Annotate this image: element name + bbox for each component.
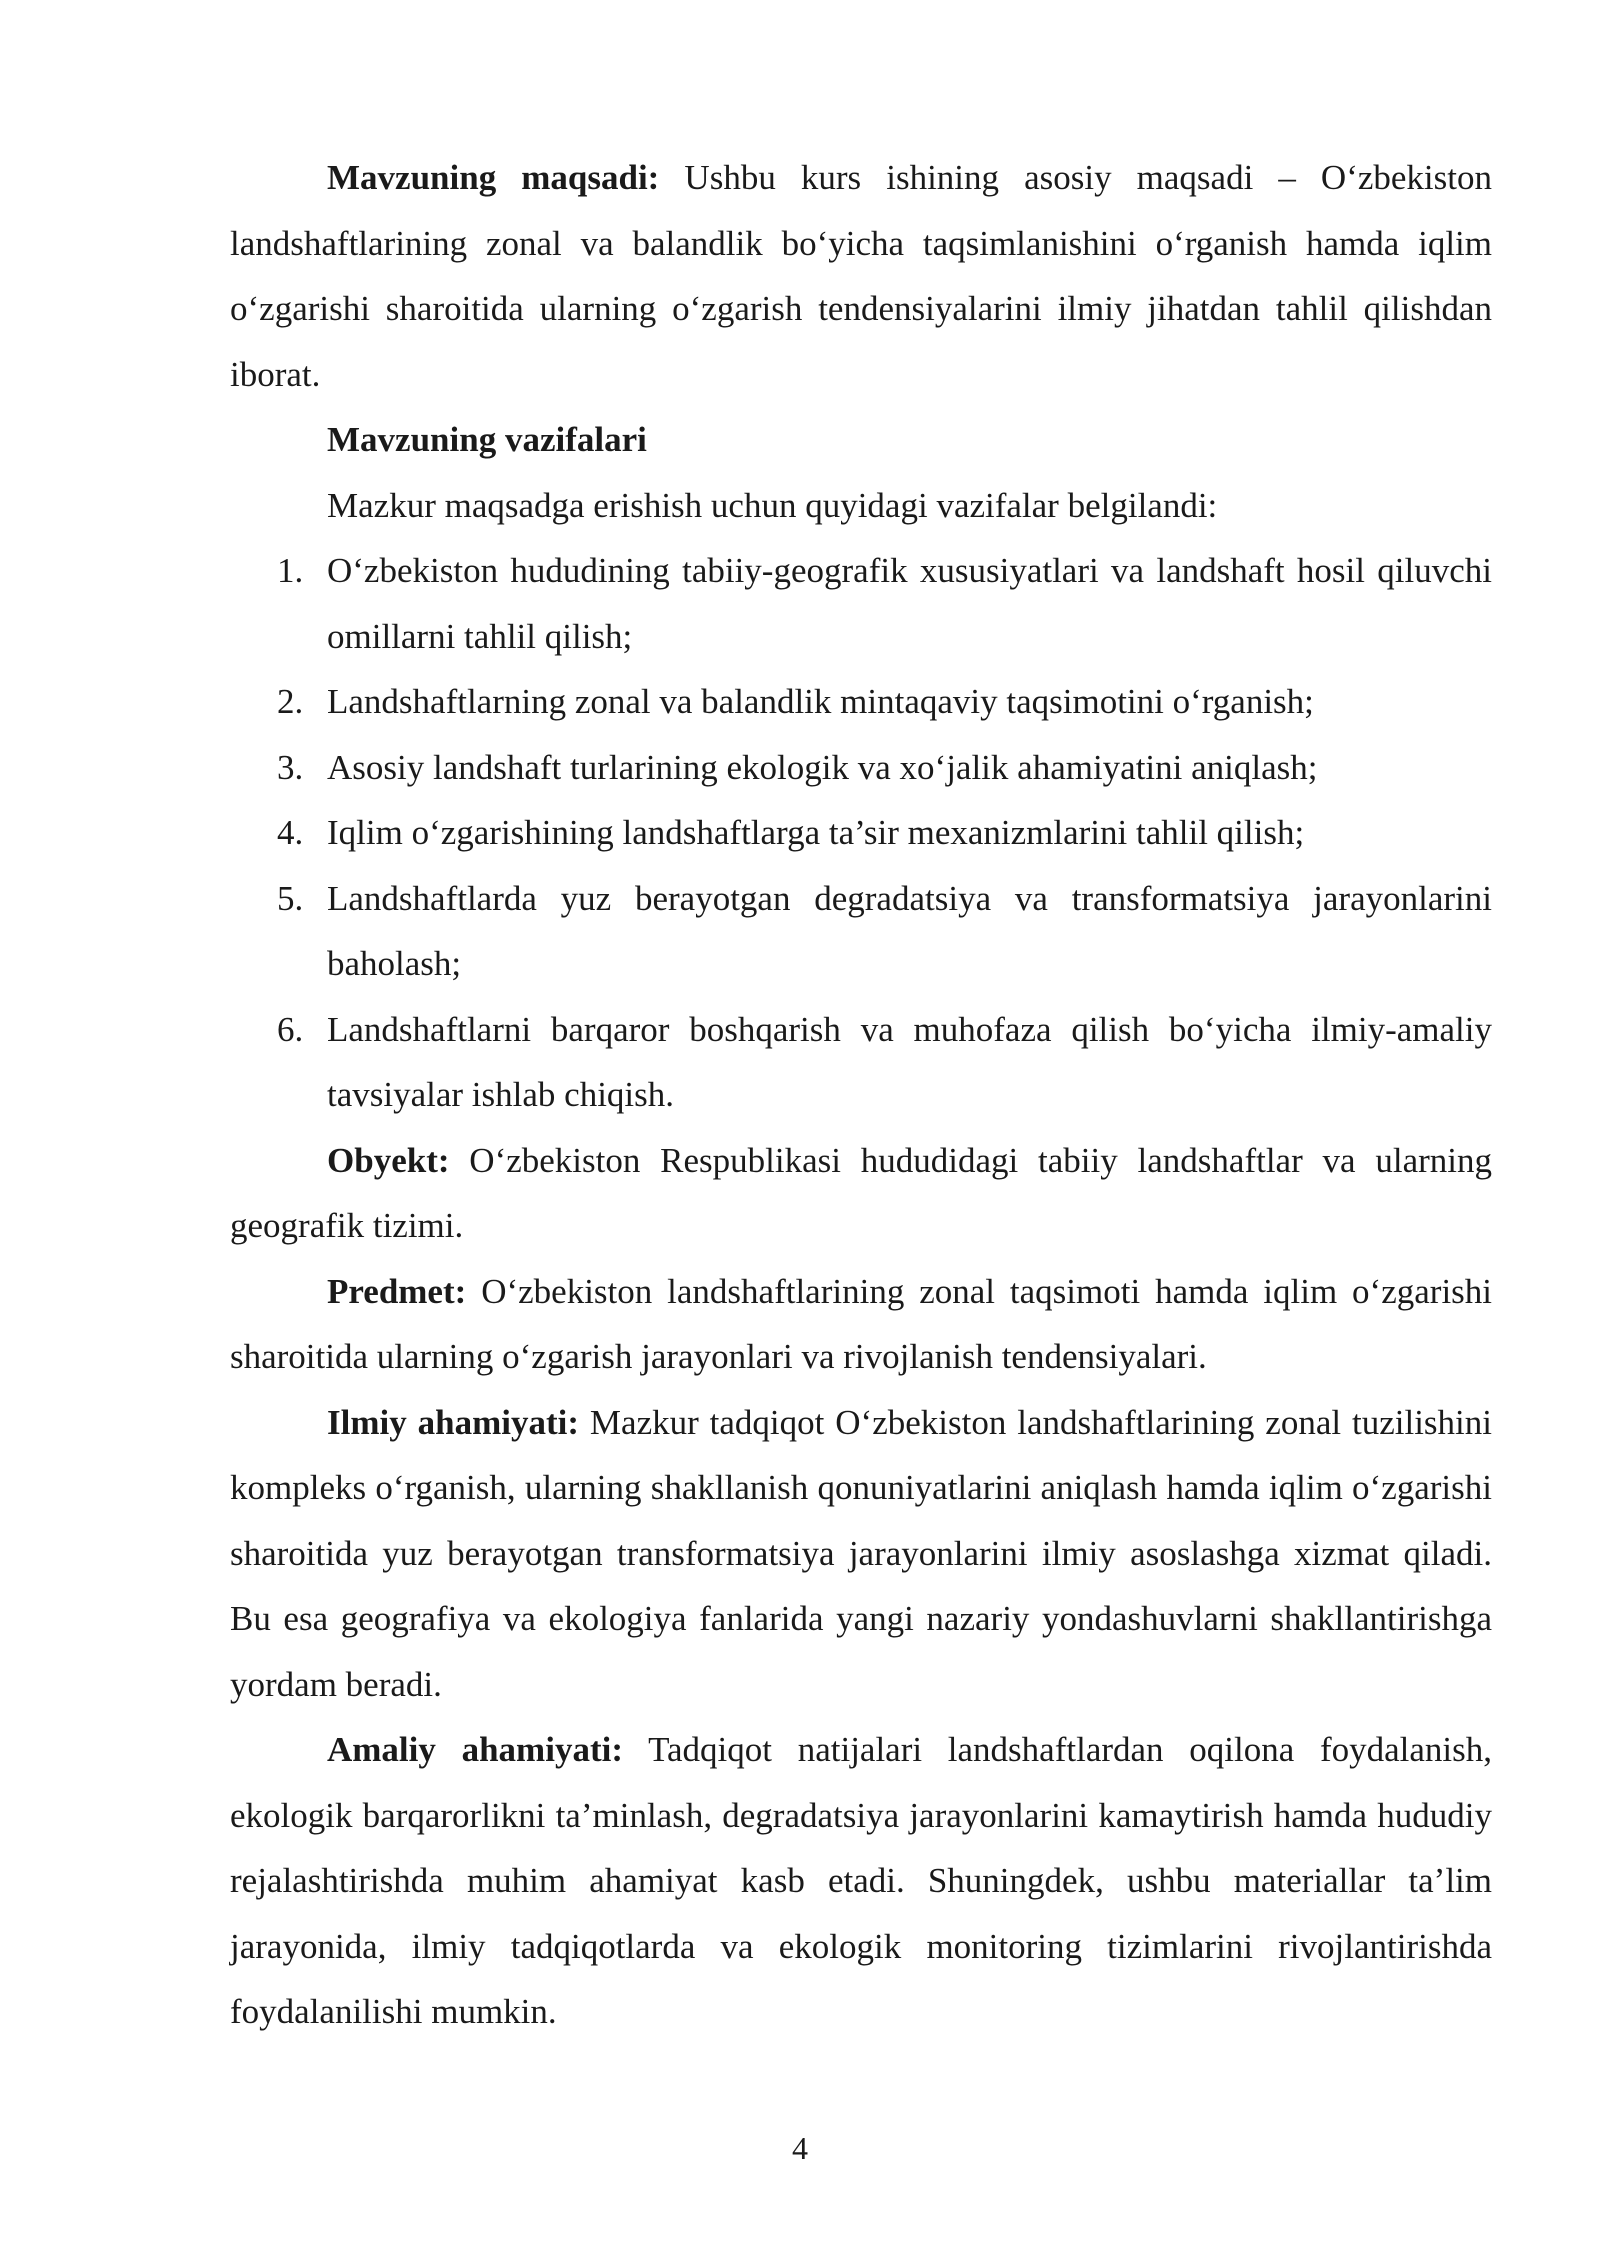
document-page — [230, 145, 1492, 2045]
list-item-number: 4. — [277, 813, 304, 852]
object-text: O‘zbekiston Respublikasi hududidagi tabiiy landshaftlar va ularning geografik tizimi. — [230, 1140, 1493, 1245]
goal-paragraph — [230, 145, 1492, 407]
list-item-text: O‘zbekiston hududining tabiiy-geografik xususiyatlari va landshaft hosil qiluvchi omillarni tahlil qilish; — [327, 551, 1492, 656]
list-item — [230, 997, 1492, 1128]
list-item — [230, 866, 1492, 997]
object-label: Obyekt: — [327, 1140, 450, 1180]
list-item-number: 1. — [277, 551, 304, 590]
tasks-heading: Mavzuning vazifalari — [327, 420, 647, 459]
list-item-number: 3. — [277, 747, 304, 787]
page-number: 4 — [792, 2130, 808, 2166]
list-item — [230, 538, 1492, 669]
scientific-paragraph — [230, 1390, 1492, 1718]
practical-text: Tadqiqot natijalari landshaftlardan oqilona foydalanish, ekologik barqarorlikni ta’minlash, degradatsiya jarayonlarini kamaytirish hamda hududiy rejalashtirishda muhim ahamiyat kasb etadi. Shuningdek, ushbu materiallar ta’lim jarayonida, ilmiy tadqiqotlarda va ekologik monitoring tizimlarini rivojlantirishda foydalanilishi mumkin. — [230, 1730, 1492, 2031]
list-item — [230, 800, 1492, 866]
goal-label: Mavzuning maqsadi: — [327, 158, 660, 197]
scientific-label: Ilmiy ahamiyati: — [327, 1402, 580, 1442]
list-item-number: 5. — [277, 878, 304, 918]
list-item-number: 6. — [277, 1009, 304, 1049]
goal-text: Ushbu kurs ishining asosiy maqsadi – O‘zbekiston landshaftlarining zonal va balandlik bo‘yicha taqsimlanishini o‘rganish hamda iqlim o‘zgarishi sharoitida ularning o‘zgarish tendensiyalarini ilmiy jihatdan tahlil qilishdan iborat. — [230, 158, 1492, 394]
subject-paragraph — [230, 1259, 1492, 1390]
list-item-text: Landshaftlarning zonal va balandlik mintaqaviy taqsimotini o‘rganish; — [327, 682, 1314, 721]
object-paragraph — [230, 1128, 1492, 1259]
subject-label: Predmet: — [327, 1271, 467, 1311]
scientific-text: Mazkur tadqiqot O‘zbekiston landshaftlarining zonal tuzilishini kompleks o‘rganish, ularning shakllanish qonuniyatlarini aniqlash hamda iqlim o‘zgarishi sharoitida yuz berayotgan transformatsiya jarayonlarini ilmiy asoslashga xizmat qiladi. Bu esa geografiya va ekologiya fanlarida yangi nazariy yondashuvlarni shakllantirishga yordam beradi. — [230, 1402, 1493, 1704]
list-item-text: Landshaftlarda yuz berayotgan degradatsiya va transformatsiya jarayonlarini baholash; — [327, 878, 1492, 983]
subject-text: O‘zbekiston landshaftlarining zonal taqsimoti hamda iqlim o‘zgarishi sharoitida ularning o‘zgarish jarayonlari va rivojlanish tendensiyalari. — [230, 1271, 1493, 1376]
list-item-text: Landshaftlarni barqaror boshqarish va muhofaza qilish bo‘yicha ilmiy-amaliy tavsiyalar ishlab chiqish. — [327, 1009, 1492, 1114]
list-item-text: Iqlim o‘zgarishining landshaftlarga ta’sir mexanizmlarini tahlil qilish; — [327, 813, 1305, 852]
list-item-number: 2. — [277, 682, 304, 721]
list-item-text: Asosiy landshaft turlarining ekologik va xo‘jalik ahamiyatini aniqlash; — [327, 747, 1318, 787]
practical-label: Amaliy ahamiyati: — [327, 1730, 623, 1769]
list-item — [230, 735, 1492, 801]
tasks-list — [230, 538, 1492, 1128]
practical-paragraph — [230, 1717, 1492, 2045]
list-item — [230, 669, 1492, 735]
tasks-intro: Mazkur maqsadga erishish uchun quyidagi vazifalar belgilandi: — [327, 485, 1218, 525]
